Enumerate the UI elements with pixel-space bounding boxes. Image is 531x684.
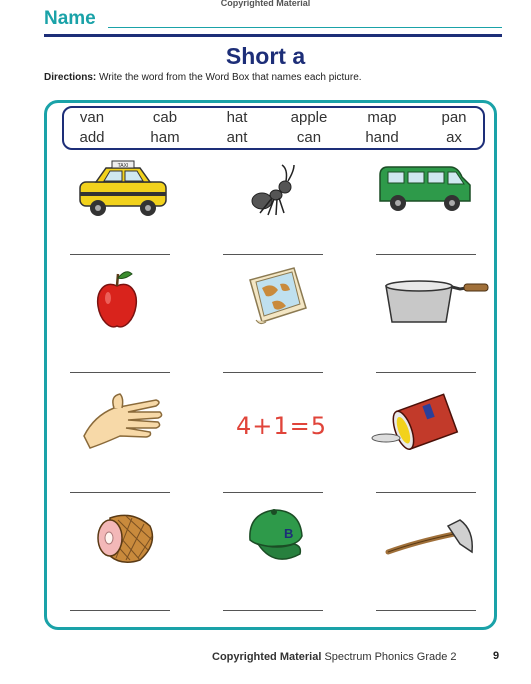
word-box-word: hat bbox=[226, 109, 248, 126]
word-box-word: ant bbox=[226, 129, 248, 146]
name-write-line[interactable] bbox=[108, 27, 502, 28]
answer-line[interactable] bbox=[70, 254, 170, 255]
word-box-word: hand bbox=[365, 129, 399, 146]
word-box-word: ax bbox=[446, 129, 462, 146]
answer-line[interactable] bbox=[223, 492, 323, 493]
can-icon bbox=[370, 396, 462, 448]
answer-line[interactable] bbox=[376, 492, 476, 493]
word-box-word: add bbox=[79, 129, 105, 146]
answer-line[interactable] bbox=[70, 372, 170, 373]
map-icon bbox=[242, 264, 310, 330]
answer-line[interactable] bbox=[223, 610, 323, 611]
answer-line[interactable] bbox=[223, 254, 323, 255]
answer-line[interactable] bbox=[70, 610, 170, 611]
footer-copyright: Copyrighted Material bbox=[212, 651, 322, 663]
word-box-word: can bbox=[296, 129, 322, 146]
van-icon bbox=[374, 163, 474, 213]
answer-line[interactable] bbox=[376, 254, 476, 255]
directions-label: Directions: bbox=[44, 72, 97, 83]
header-rule bbox=[44, 34, 502, 37]
word-box-word: map bbox=[367, 109, 397, 126]
name-label: Name bbox=[44, 8, 96, 29]
word-box bbox=[62, 106, 485, 150]
word-box-word: van bbox=[79, 109, 105, 126]
ant-icon bbox=[248, 163, 298, 218]
hat-letter: B bbox=[284, 526, 294, 541]
hand-icon bbox=[80, 390, 164, 450]
word-box-word: cab bbox=[152, 109, 178, 126]
word-box-word: apple bbox=[290, 109, 328, 126]
ham-icon bbox=[92, 510, 158, 564]
directions bbox=[44, 72, 362, 83]
addition-equation: 4+1=5 bbox=[236, 412, 328, 440]
footer-text bbox=[212, 651, 457, 663]
answer-line[interactable] bbox=[376, 610, 476, 611]
answer-line[interactable] bbox=[223, 372, 323, 373]
copyright-notice-top: Copyrighted Material bbox=[220, 0, 311, 8]
page-title: Short a bbox=[225, 43, 306, 69]
directions-text: Write the word from the Word Box that names each picture. bbox=[96, 72, 362, 83]
apple-icon bbox=[96, 268, 138, 330]
hat-icon bbox=[244, 506, 308, 568]
taxi-sign: TAXI bbox=[117, 163, 129, 169]
word-box-word: ham bbox=[150, 129, 180, 146]
taxi-cab-icon bbox=[76, 160, 170, 220]
answer-line[interactable] bbox=[376, 372, 476, 373]
word-box-word: pan bbox=[441, 109, 467, 126]
answer-line[interactable] bbox=[70, 492, 170, 493]
page-number: 9 bbox=[493, 650, 500, 662]
pan-icon bbox=[382, 278, 490, 328]
footer-book-title: Spectrum Phonics Grade 2 bbox=[321, 651, 457, 663]
ax-icon bbox=[386, 512, 478, 560]
